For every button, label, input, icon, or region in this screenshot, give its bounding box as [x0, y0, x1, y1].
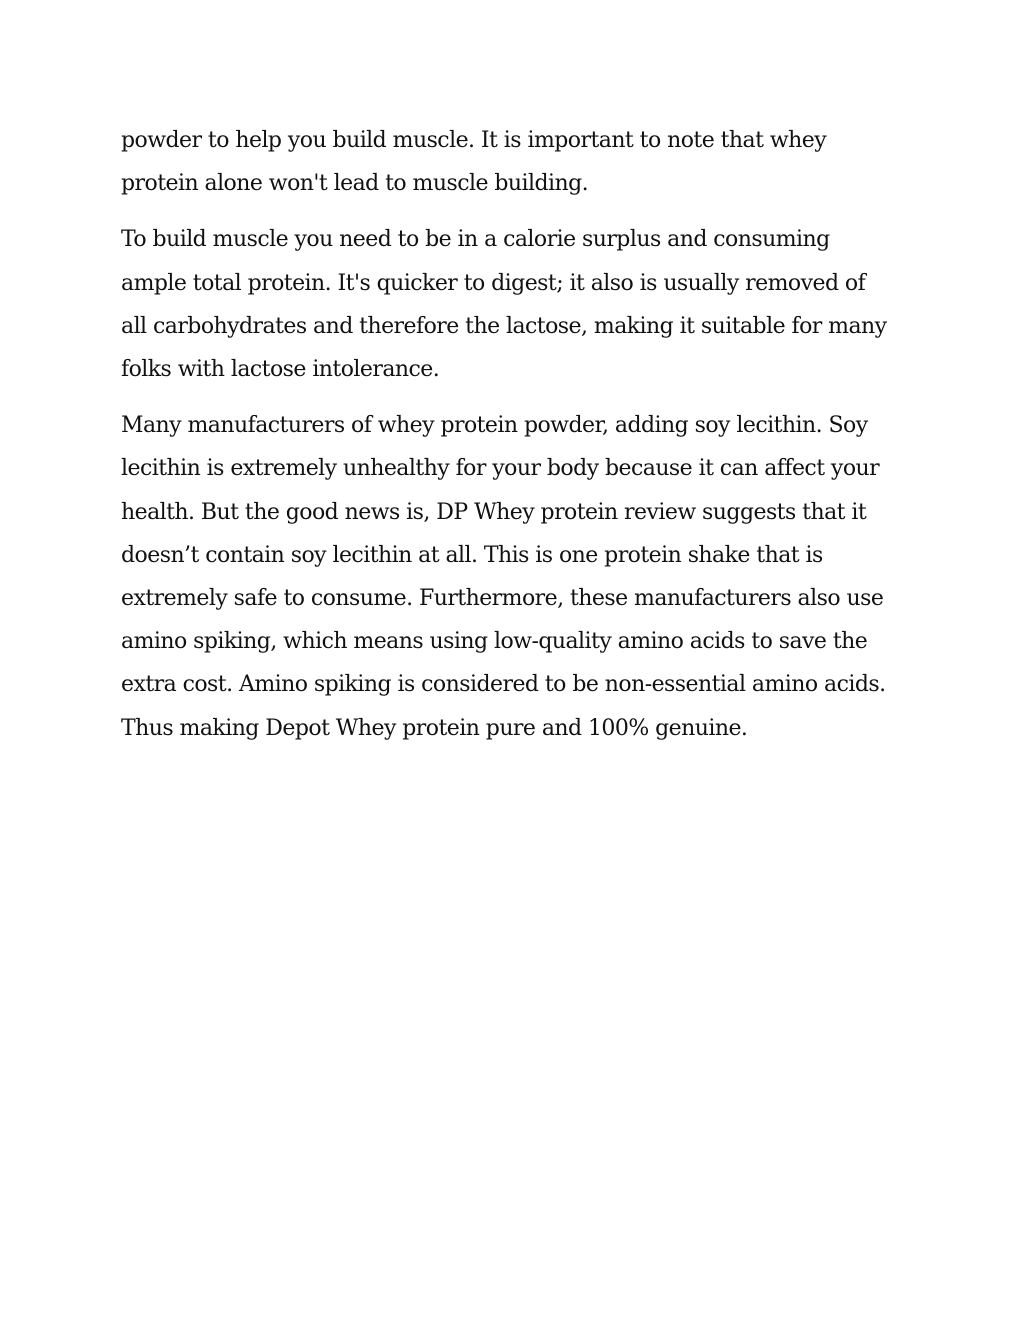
- text-line: protein alone won't lead to muscle building.: [121, 171, 589, 197]
- text-line: doesn’t contain soy lecithin at all. This is one protein shake that is: [121, 542, 823, 568]
- text-line: extra cost. Amino spiking is considered to be non-essential amino acids.: [121, 672, 886, 698]
- text-line: Thus making Depot Whey protein pure and 100% genuine.: [121, 715, 748, 741]
- text-line: amino spiking, which means using low-quality amino acids to save the: [121, 629, 868, 655]
- text-line: folks with lactose intolerance.: [121, 357, 440, 383]
- text-line: powder to help you build muscle. It is important to note that whey: [121, 128, 827, 153]
- paragraph: [121, 218, 911, 391]
- text-line: all carbohydrates and therefore the lactose, making it suitable for many: [121, 313, 887, 339]
- text-line: ample total protein. It's quicker to digest; it also is usually removed of: [121, 270, 866, 296]
- text-line: Many manufacturers of whey protein powder, adding soy lecithin. Soy: [121, 413, 868, 439]
- text-line: To build muscle you need to be in a calorie surplus and consuming: [121, 227, 830, 253]
- document-page: [121, 119, 911, 763]
- paragraph: [121, 119, 911, 205]
- paragraph: [121, 404, 911, 750]
- text-line: health. But the good news is, DP Whey protein review suggests that it: [121, 499, 867, 525]
- text-line: lecithin is extremely unhealthy for your body because it can affect your: [121, 456, 880, 482]
- text-line: extremely safe to consume. Furthermore, these manufacturers also use: [121, 586, 884, 612]
